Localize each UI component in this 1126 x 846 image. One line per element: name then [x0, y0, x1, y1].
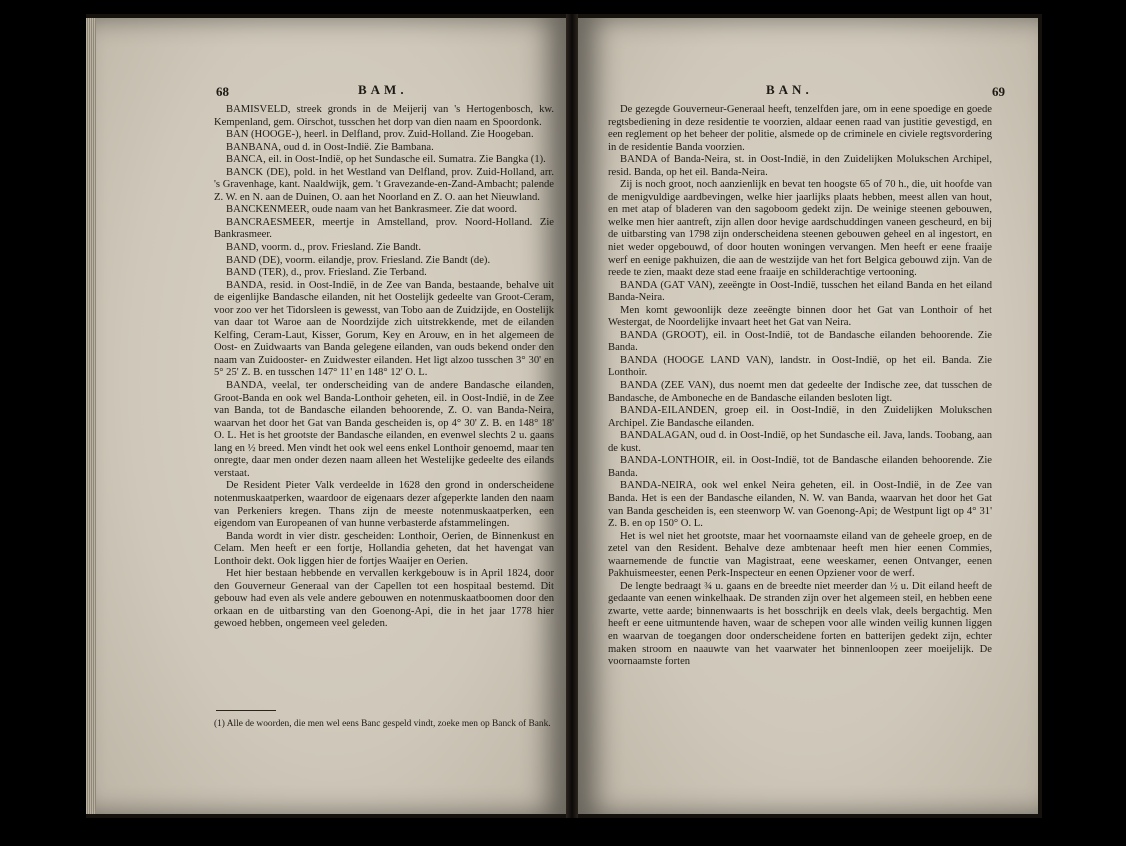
entry-paragraph: BAN (HOOGE-), heerl. in Delfland, prov. Zuid-Holland. Zie Hoogeban. — [226, 129, 534, 141]
footnote-divider — [216, 710, 276, 711]
entry-paragraph: Banda wordt in vier distr. gescheiden: Lonthoir, Oerien, de Binnenkust en Celam. Men heeft er een fortje, Hollandia geheten, dat het havengat van Lonthoir dekt. Ook liggen hier de fortjes Waaijer en Oerien. — [214, 530, 554, 567]
entry-paragraph: BANDA (HOOGE LAND VAN), landstr. in Oost-Indië, op het eil. Banda. Zie Lonthoir. — [608, 354, 992, 379]
entry-paragraph: De Resident Pieter Valk verdeelde in 1628 den grond in onderscheidene notenmuskaatperken, waardoor de eigenaars dezer afgeperkte landen den naam van Perkeniers kregen. Thans zijn de meeste notenmuskaatperken, een eigendom van Europeanen of van hunne verbasterde afstammelingen. — [214, 480, 554, 530]
entry-paragraph: De lengte bedraagt ¾ u. gaans en de breedte niet meerder dan ½ u. Dit eiland heeft de gedaante van eenen winkelhaak. De stranden zijn over het algemeen steil, en hebben eene zwarte, vette aarde; binnenwaarts is het bosschrijk en deels vlak, deels bergachtig. Men heeft er eene uitmuntende haven, waar de schepen voor alle winden veilig kunnen liggen en waarvan de toegangen door onderscheidene forten en batterijen gedekt zijn, echter maken stroom en naauwte van het vaarwater het binnenloopen zeer moeijelijk. De voornaamste forten — [608, 580, 992, 668]
page-edges — [86, 18, 96, 814]
entry-paragraph: BANBANA, oud d. in Oost-Indië. Zie Bambana. — [226, 141, 434, 153]
entry-paragraph: BANDA, veelal, ter onderscheiding van de andere Bandasche eilanden, Groot-Banda en ook wel Banda-Lonthoir geheten, eil. in Oost-Indië, in de Zee van Banda, tot de Bandasche eilanden behoorende, Z. O. van Banda-Neira, waarvan het door het Gat van Banda gescheiden is, op 4° 30' Z. B. en 148° 18' O. L. Het is het grootste der Bandasche eilanden, en evenwel slechts 2 u. gaans lang en ½ breed. Men vindt het ook wel eens enkel Lonthoir genoemd, maar ten onregte, daar men onder dezen naam alleen het Westelijke gedeelte des eilands verstaat. — [214, 380, 554, 479]
entry-paragraph: BANCA, eil. in Oost-Indië, op het Sundasche eil. Sumatra. Zie Bangka (1). — [226, 154, 546, 166]
entry-paragraph: Het is wel niet het grootste, maar het voornaamste eiland van de geheele groep, en de zetel van den Resident. Behalve deze ambtenaar heeft men hier eenen Commies, waarnemende de functie van Magistraat, eene weeskamer, eenen Ontvanger, eenen Pakhuismeester, eenen Perk-Inspecteur en eenen Opziener voor de werf. — [608, 530, 992, 580]
entry-paragraph: BANCRAESMEER, meertje in Amstelland, prov. Noord-Holland. Zie Bankrasmeer. — [214, 216, 554, 241]
page-number: 68 — [216, 84, 229, 99]
entry-paragraph: BANDA-LONTHOIR, eil. in Oost-Indië, tot de Bandasche eilanden behoorende. Zie Banda. — [608, 455, 992, 479]
entry-paragraph: BANDALAGAN, oud d. in Oost-Indië, op het Sundasche eil. Java, lands. Toobang, aan de kust. — [608, 430, 992, 454]
entry-paragraph: BANDA-NEIRA, ook wel enkel Neira geheten, eil. in Oost-Indië, in de Zee van Banda. Het is een der Bandasche eilanden, N. W. van Banda, waarvan het door het Gat van Banda gescheiden is, een steenworp W. van Goenong-Api; de Westpunt ligt op 4° 31' Z. B. en op 150° O. L. — [608, 480, 992, 530]
entry-paragraph: BAND (TER), d., prov. Friesland. Zie Terband. — [226, 267, 427, 279]
right-page — [578, 18, 1038, 814]
entry-paragraph: BANDA of Banda-Neira, st. in Oost-Indië, in den Zuidelijken Molukschen Archipel, resid. Banda, op het eil. Banda-Neira. — [608, 154, 992, 178]
book-gutter — [566, 14, 578, 818]
entry-paragraph: BANDA (GROOT), eil. in Oost-Indië, tot de Bandasche eilanden behoorende. Zie Banda. — [608, 329, 992, 354]
entry-paragraph: BAMISVELD, streek gronds in de Meijerij van 's Hertogenbosch, kw. Kempenland, gem. Oirschot, tusschen het dorp van dien naam en Spoordonk. — [214, 104, 554, 128]
page-number: 69 — [992, 84, 1005, 99]
left-body-text — [214, 104, 554, 631]
entry-paragraph: De gezegde Gouverneur-Generaal heeft, tenzelfden jare, om in eene spoedige en goede regtsbediening in deze residentie te voorzien, aldaar eenen raad van justitie gevestigd, en een reglement op het beheer der politie, alsmede op de criminele en civiele regtsvordering in de residentie Banda voorzien. — [608, 104, 992, 153]
left-page — [96, 18, 566, 814]
entry-paragraph: BANDA (ZEE VAN), dus noemt men dat gedeelte der Indische zee, dat tusschen de Bandasche, de Amboneche en de Bandasche eilanden besloten ligt. — [608, 380, 992, 404]
entry-paragraph: BAND, voorm. d., prov. Friesland. Zie Bandt. — [226, 242, 421, 254]
running-head: BAN. — [766, 82, 813, 97]
entry-paragraph: BANDA, resid. in Oost-Indië, in de Zee van Banda, bestaande, behalve uit de eigenlijke Bandasche eilanden, nit het Oostelijk gedeelte van Groot-Ceram, voor zoo ver het Tidorsleen is gewesst, van Tobo aan de Zuidzijde, en Oostelijk van daar tot Waroe aan de Noordzijde zich uitstrekkende, met de eilanden Kelfing, Ceram-Laut, Kisser, Gorum, Key en Arouw, en in het algemeen de Oost- en Zuidwaarts van Banda gelegene eilanden, van ouds bekend onder den naam van Zuidooster- en Zuidwester eilanden. Het ligt alzoo tusschen 3° 30' en 5° 25' Z. B. en tusschen 147° 11' en 148° 12' O. L. — [214, 279, 554, 379]
entry-paragraph: Men komt gewoonlijk deze zeeëngte binnen door het Gat van Lonthoir of het Westergat, de Noordelijke invaart heet het Gat van Neira. — [608, 304, 992, 329]
footnote: (1) Alle de woorden, die men wel eens Banc gespeld vindt, zoeke men op Banck of Bank. — [214, 719, 551, 729]
entry-paragraph: Zij is noch groot, noch aanzienlijk en bevat ten hoogste 65 of 70 h., die, uit hoofde van de menigvuldige aardbevingen, welke hier jaarlijks plaats hebben, meest allen van hout, en met atap of bladeren van den sagoboom gedekt zijn. De weinige steenen gebouwen, welke men hier aantreft, zijn allen door hevige aardschuddingen vaneen gescheurd, en bij de uitbarsting van 1798 zijn onderscheidena steenen gebouwen geheel en al ingestort, en niet weder opgebouwd, of door houten woningen vervangen. Men heeft er eene fraaije werf en eenige pakhuizen, die aan de westzijde van het fort Belgica gebouwd zijn. Van de reede te zien, maakt deze stad eene fraaije en schilderachtige vertooning. — [608, 179, 992, 279]
running-head: BAM. — [358, 82, 408, 97]
entry-paragraph: BANDA (GAT VAN), zeeëngte in Oost-Indië, tusschen het eiland Banda en het eiland Banda-Neira. — [608, 279, 992, 304]
entry-paragraph: BANCKENMEER, oude naam van het Bankrasmeer. Zie dat woord. — [226, 204, 517, 216]
entry-paragraph: BANCK (DE), pold. in het Westland van Delfland, prov. Zuid-Holland, arr. 's Gravenhage, kant. Naaldwijk, gem. 't Gravezande-en-Zand-Ambacht; palende Z. W. en N. aan de Duinen, O. aan het Noorland en Z. O. aan het Nieuwland. — [214, 166, 554, 203]
entry-paragraph: BANDA-EILANDEN, groep eil. in Oost-Indië, in den Zuidelijken Molukschen Archipel. Zie Bandasche eilanden. — [608, 405, 992, 429]
right-body-text — [608, 104, 992, 669]
entry-paragraph: Het hier bestaan hebbende en vervallen kerkgebouw is in April 1824, door den Gouverneur Generaal van der Capellen tot een hospitaal bestemd. Dit gebouw had even als vele andere gebouwen en notenmuskaatboomen door den orkaan en de uitbarsting van den Goenong-Api, die in het jaar 1778 hier gewoed hebben, ongemeen veel geleden. — [214, 568, 554, 630]
entry-paragraph: BAND (DE), voorm. eilandje, prov. Friesland. Zie Bandt (de). — [226, 254, 491, 266]
open-book — [86, 14, 1042, 818]
